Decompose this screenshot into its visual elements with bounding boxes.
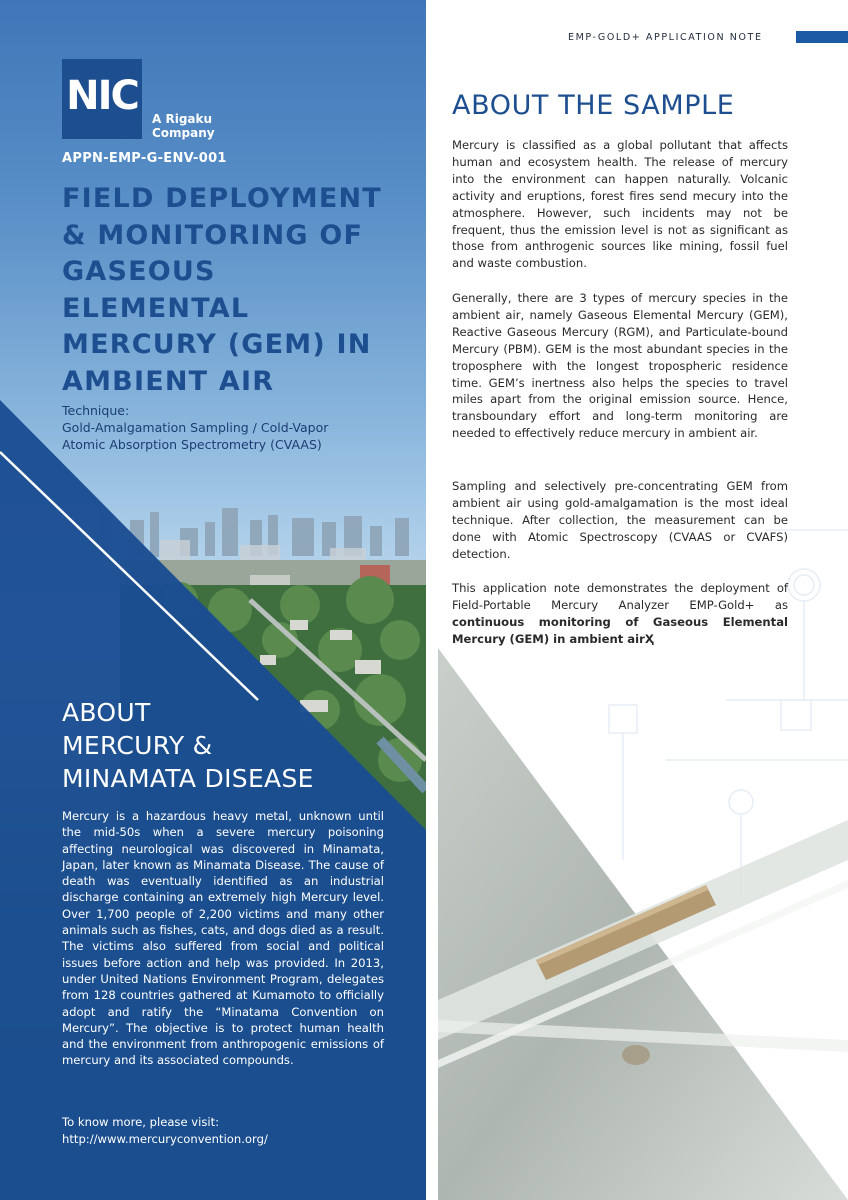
about-sample-heading: ABOUT THE SAMPLE bbox=[452, 90, 735, 121]
visit-info bbox=[62, 1114, 384, 1148]
visit-label: To know more, please visit: bbox=[62, 1115, 220, 1129]
application-note-label: EMP-GOLD+ APPLICATION NOTE bbox=[568, 32, 763, 43]
technique-label: Technique: bbox=[62, 403, 130, 418]
about-sample-paragraph bbox=[452, 580, 788, 648]
logo-subtitle-line: Company bbox=[152, 126, 215, 140]
title-line: FIELD DEPLOYMENT bbox=[62, 183, 382, 214]
technique-line: Atomic Absorption Spectrometry (CVAAS) bbox=[62, 437, 322, 452]
paragraph-bold-text: continuous monitoring of Gaseous Elemental Mercury (GEM) in ambient airҲ bbox=[452, 614, 788, 646]
title-line: AMBIENT AIR bbox=[62, 365, 275, 397]
convention-link[interactable]: http://www.mercuryconvention.org/ bbox=[62, 1132, 268, 1146]
heading-line: MERCURY & bbox=[62, 731, 213, 760]
heading-line: MINAMATA DISEASE bbox=[62, 764, 314, 793]
heading-line: ABOUT bbox=[62, 698, 151, 727]
logo-mark: NIC bbox=[66, 73, 138, 119]
title-line: MERCURY (GEM) IN bbox=[62, 329, 372, 360]
about-mercury-body: Mercury is a hazardous heavy metal, unknown until the mid-50s when a severe mercury poisoning affecting neurological was discovered in Minamata, Japan, later known as Minamata Disease. The cause of death was eventually identified as an industrial discharge containing an extremely high Mercury level. Over 1,700 people of 2,200 victims and many other animals such as fishes, cats, and dogs died as a result. The victims also suffered from social and political issues before action and help was provided. In 2013, under United Nations Environment Program, delegates from 128 countries gathered at Kumamoto to officially adopt and ratify the “Minatama Convention on Mercury”. The objective is to protect human health and the environment from anthropogenic emissions of mercury and its associated compounds. bbox=[62, 809, 384, 1068]
logo-subtitle bbox=[152, 112, 215, 140]
about-mercury-heading bbox=[62, 696, 422, 795]
title-line: ELEMENTAL bbox=[62, 292, 250, 324]
nic-logo bbox=[62, 59, 142, 139]
title-line: & MONITORING OF bbox=[62, 219, 364, 251]
document-code: APPN-EMP-G-ENV-001 bbox=[62, 151, 227, 166]
technique-text bbox=[62, 402, 422, 453]
logo-subtitle-line: A Rigaku bbox=[152, 112, 213, 126]
about-sample-paragraph: Sampling and selectively pre-concentrating GEM from ambient air using gold-amalgamation is the most ideal technique. After collection, the measurement can be done with Atomic Spectroscopy (CVAAS or CVAFS) detection. bbox=[452, 479, 788, 561]
title-line: GASEOUS bbox=[62, 256, 216, 287]
about-sample-paragraph: Mercury is classified as a global pollutant that affects human and ecosystem health. The release of mercury into the environment can happen naturally. Volcanic activity and eruptions, forest fires send mecury into the atmosphere. However, such incidents may not be frequent, thus the emission level is not as significant as those from anthrogenic sources like mining, fossil fuel and waste combustion. bbox=[452, 138, 788, 271]
paragraph-text: This application note demonstrates the deployment of Field-Portable Mercury Analyzer EMP-Gold+ as bbox=[452, 581, 788, 612]
header-accent-bar bbox=[796, 31, 848, 43]
document-title bbox=[62, 181, 422, 400]
technique-line: Gold-Amalgamation Sampling / Cold-Vapor bbox=[62, 420, 329, 435]
about-sample-paragraph: Generally, there are 3 types of mercury species in the ambient air, namely Gaseous Elemental Mercury (GEM), Reactive Gaseous Mercury (RGM), and Particulate-bound Mercury (PBM). GEM is the most abundant species in the troposphere with the longest tropospheric residence time. GEM’s inertness also helps the species to travel miles apart from the original emission source. Hence, transboundary effort and long-term monitoring are needed to effectively reduce mercury in ambient air. bbox=[452, 291, 788, 441]
